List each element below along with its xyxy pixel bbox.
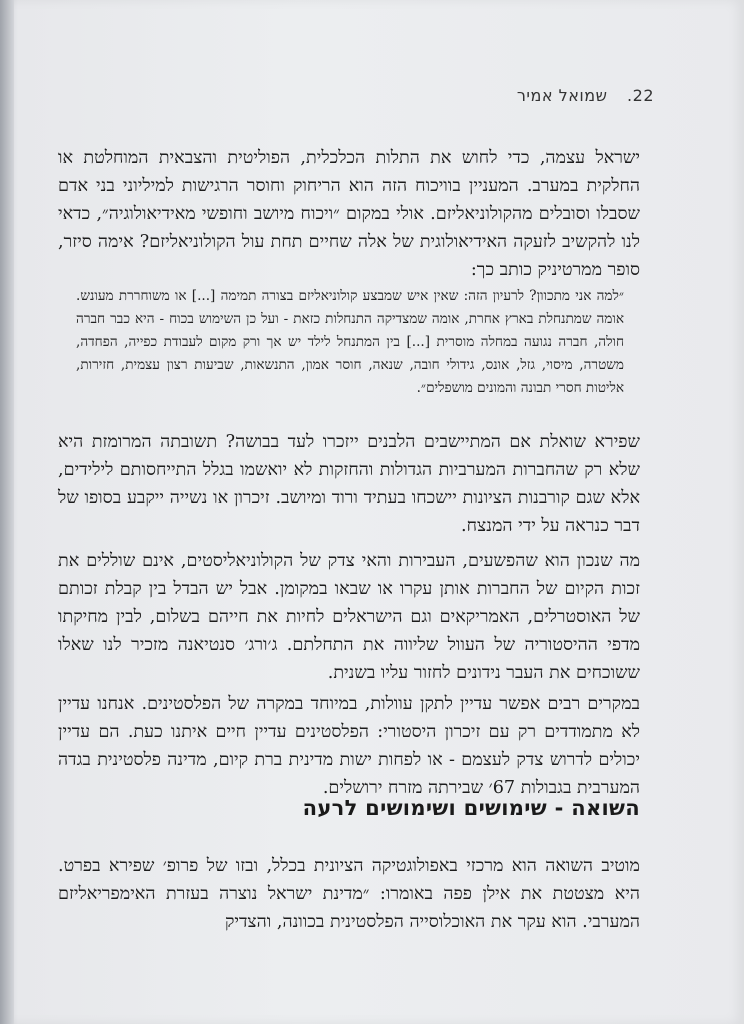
body-paragraph-1: ישראל עצמה, כדי לחוש את התלות הכלכלית, הפוליטית והצבאית המוחלטת או החלקית במערב. המעניין בוויכוח הזה הוא הריחוק וחוסר הרגישות למיליוני בני אדם שסבלו וסובלים מהקולוניאליזם. אולי במקום ״ויכוח מיושב וחופשי מאידיאולוגיה״, כדאי לנו להקשיב לזעקה האידיאולוגית של אלה שחיים תחת עול הקולוניאליזם? אימה סיזר, סופר ממרטיניק כותב כך: bbox=[58, 148, 640, 280]
body-paragraph-5: מוטיב השואה הוא מרכזי באפולוגטיקה הציונית בכלל, ובזו של פרופ׳ שפירא בפרט. היא מצטטת את אילן פפה באומרו: ״מדינת ישראל נוצרה בעזרת האימפריאליזם המערבי. הוא עקר את האוכלוסייה הפלסטינית בכוונה, והצדיק bbox=[58, 856, 640, 932]
running-header bbox=[354, 86, 654, 105]
book-spine-shadow bbox=[0, 0, 14, 1024]
body-paragraph-4: במקרים רבים אפשר עדיין לתקן עוולות, במיוחד במקרה של הפלסטינים. אנחנו עדיין לא מתמודדים רק עם זיכרון היסטורי: הפלסטינים עדיין חיים איתנו כעת. הם עדיין יכולים לדרוש צדק לעצמם - או לפחות ישות מדינית ברת קיום, מדינה פלסטינית בגדה המערבית בגבולות 67׳ שבירתה מזרח ירושלים. bbox=[58, 694, 640, 798]
body-paragraph-2: שפירא שואלת אם המתיישבים הלבנים ייזכרו לעד בבושה? תשובתה המרומזת היא שלא רק שהחברות המערביות הגדולות והחזקות לא יואשמו בגלל התייחסותם לילידים, אלא שגם קורבנות הציונות יישכחו בעתיד ורוד ומיושב. זיכרון או נשייה ייקבע בסופו של דבר כנראה על ידי המנצח. bbox=[58, 432, 640, 536]
block-quote: ״למה אני מתכוון? לרעיון הזה: שאין איש שמבצע קולוניאליזם בצורה תמימה [...] או משוחררת מעונש. אומה שמתנחלת בארץ אחרת, אומה שמצדיקה התנחלות כזאת - ועל כן השימוש בכוח - היא כבר חברה חולה, חברה נגועה במחלה מוסרית [...] בין המתנחל לילד יש אך ורק מקום לעבודת כפייה, הפחדה, משטרה, מיסוי, גזל, אונס, גידולי חובה, שנאה, חוסר אמון, התנשאות, שביעות רצון עצמית, חזירות, אליטות חסרי תבונה והמונים מושפלים״. bbox=[76, 288, 624, 396]
body-paragraph-3: מה שנכון הוא שהפשעים, העבירות והאי צדק של הקולוניאליסטים, אינם שוללים את זכות הקיום של החברות אותן עקרו או שבאו במקומן. אבל יש הבדל בין קבלת זכותם של האוסטרלים, האמריקאים וגם הישראלים לחיות את חייהם בשלום, לבין מחיקתו מדפי ההיסטוריה של העוול שליווה את התחלתם. ג׳ורג׳ סנטיאנה מזכיר לנו שאלו ששוכחים את העבר נידונים לחזור עליו בשנית. bbox=[58, 551, 640, 683]
section-heading: השואה - שימושים ושימושים לרעה bbox=[302, 796, 640, 820]
page-number: 22. bbox=[627, 86, 654, 105]
running-title: שמואל אמיר bbox=[516, 86, 608, 105]
